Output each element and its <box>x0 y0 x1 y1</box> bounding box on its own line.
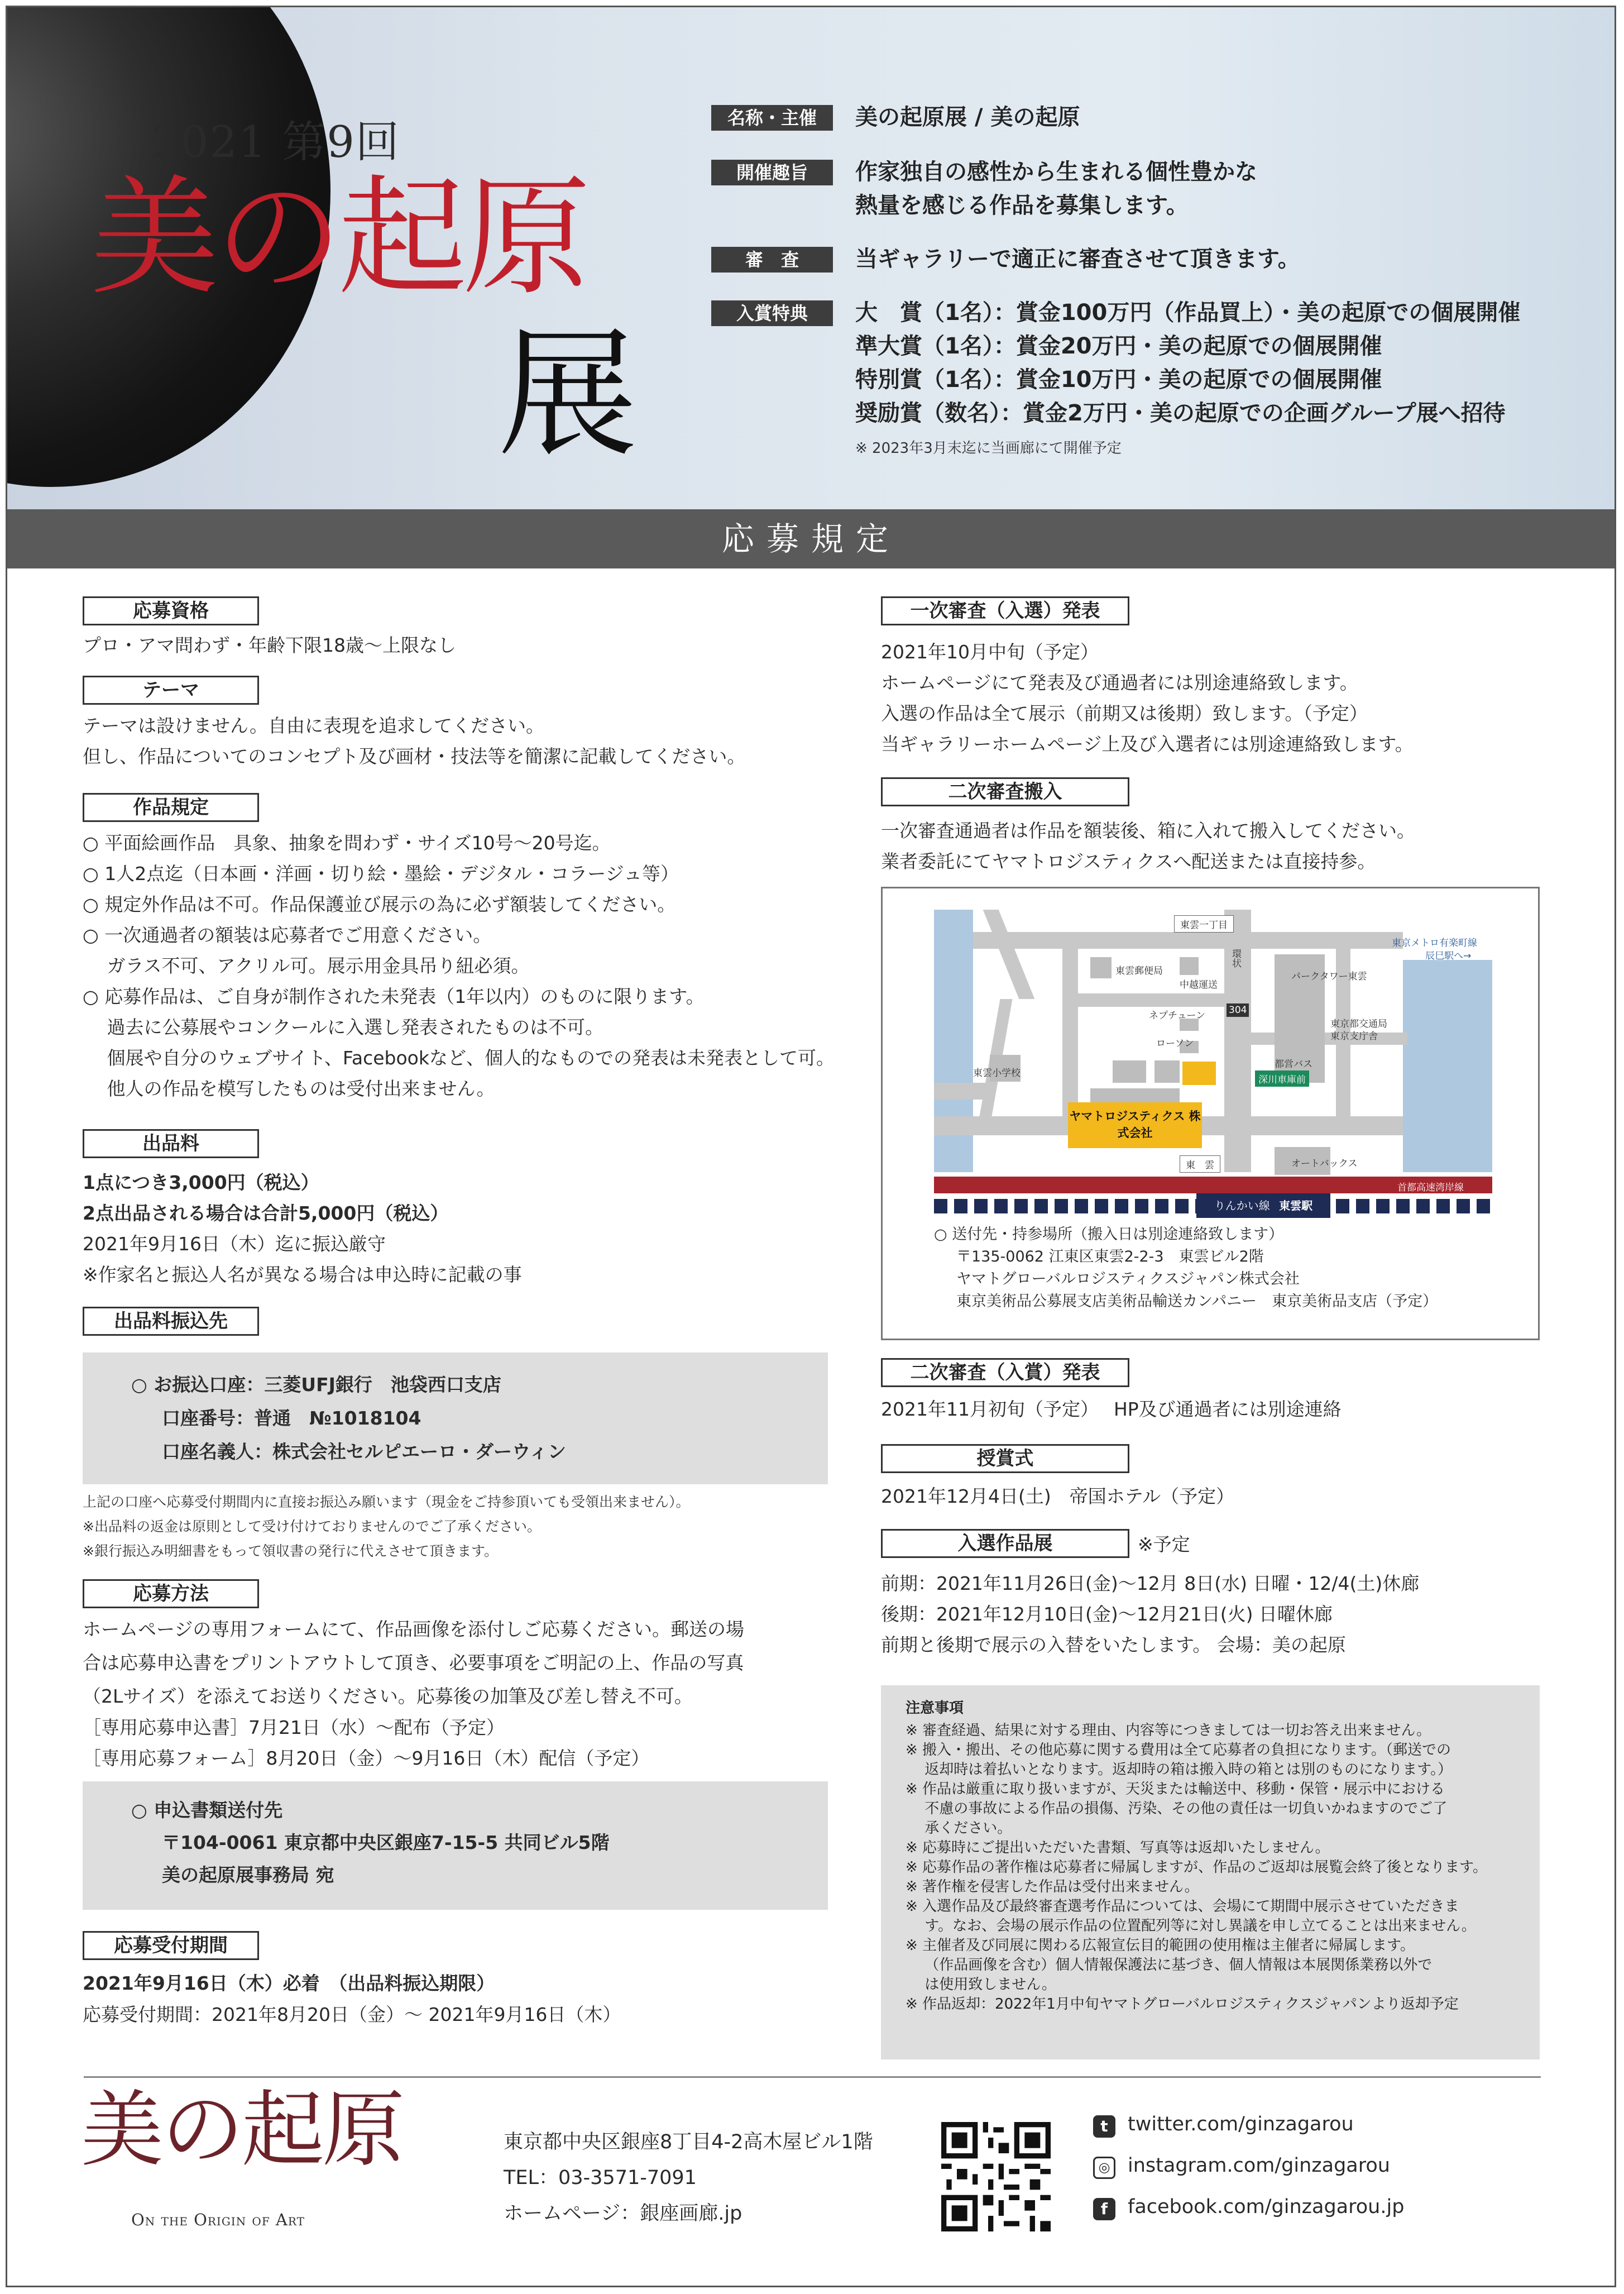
method-line: ホームページの専用フォームにて、作品画像を添付しご応募ください。郵送の場 <box>83 1618 745 1640</box>
footer-homepage[interactable]: ホームページ：銀座画廊.jp <box>504 2202 742 2225</box>
award-note: ※ 2023年3月末迄に当画廊にて開催予定 <box>855 440 1122 457</box>
info-name-text: 美の起原展 / 美の起原 <box>855 104 1080 130</box>
map-label: 東雲小学校 <box>973 1068 1021 1079</box>
station-box <box>1196 1193 1330 1218</box>
tag-work-rules: 作品規定 <box>83 793 259 822</box>
note-line: は使用致しません。 <box>906 1976 1056 1993</box>
ceremony-text: 2021年12月4日(土) 帝国ホテル（予定） <box>881 1485 1235 1507</box>
award-encouragement: 奨励賞（数名）：賞金2万円・美の起原での企画グループ展へ招待 <box>855 400 1506 426</box>
road <box>973 932 1403 949</box>
yamato-logo-icon <box>1182 1062 1216 1085</box>
facebook-link[interactable]: facebook.com/ginzagarou.jp <box>1128 2196 1405 2218</box>
map-label: 東 雲 <box>1180 1155 1220 1173</box>
info-judging-text: 当ギャラリーで適正に審査させて頂きます。 <box>855 246 1300 272</box>
method-form-online: ［専用応募フォーム］8月20日（金）〜9月16日（木）配信（予定） <box>83 1747 650 1769</box>
rule-line: ○ 規定外作品は不可。作品保護並び展示の為に必ず額装してください。 <box>83 893 676 915</box>
tag-application-method: 応募方法 <box>83 1579 259 1608</box>
map-label: ローソン <box>1156 1038 1194 1049</box>
map-label: オートバックス <box>1291 1158 1358 1169</box>
header-banner <box>7 7 1616 509</box>
exhibition-first-term: 前期：2021年11月26日(金)〜12月 8日(水) 日曜・12/4(土)休廊 <box>881 1573 1420 1594</box>
qr-code-icon[interactable] <box>941 2122 1051 2231</box>
note-line: ※ 応募時にご提出いただいた書類、写真等は返却いたしません。 <box>906 1839 1330 1856</box>
building <box>1154 1060 1180 1083</box>
exhibition-venue: 前期と後期で展示の入替をいたします。 会場：美の起原 <box>881 1634 1346 1656</box>
tag-entry-fee: 出品料 <box>83 1129 259 1158</box>
method-line: 合は応募申込書をプリントアウトして頂き、必要事項をご明記の上、作品の写真 <box>83 1652 744 1674</box>
mailing-label: ○ 申込書類送付先 <box>131 1799 283 1821</box>
rule-line: 他人の作品を模写したものは受付出来ません。 <box>83 1078 495 1100</box>
bank-note: ※出品料の返金は原則として受け付けておりませんのでご了承ください。 <box>83 1518 541 1535</box>
rule-line: ○ 1人2点迄（日本画・洋画・切り絵・墨絵・デジタル・コラージュ等） <box>83 863 679 885</box>
tag-bank-transfer: 出品料振込先 <box>83 1307 259 1336</box>
note-line: ※ 作品返却：2022年1月中旬ヤマトグローバルロジスティクスジャパンより返却予定 <box>906 1996 1459 2013</box>
note-line: 承ください。 <box>906 1820 1012 1837</box>
fee-deadline: 2021年9月16日（木）迄に振込厳守 <box>83 1233 386 1255</box>
rule-line: ○ 一次通過者の額装は応募者でご用意ください。 <box>83 924 492 946</box>
period-deadline: 2021年9月16日（木）必着 （出品料振込期限） <box>83 1972 495 1994</box>
tag-exhibition: 入選作品展 <box>881 1529 1129 1558</box>
note-line: ※ 応募作品の著作権は応募者に帰属しますが、作品のご返却は展覧会終了後となります。 <box>906 1859 1487 1876</box>
tag-eligibility: 応募資格 <box>83 596 259 625</box>
map-label: 深川車庫前 <box>1255 1070 1309 1087</box>
fee-line-2: 2点出品される場合は合計5,000円（税込） <box>83 1202 449 1224</box>
footer-divider <box>84 2076 1541 2078</box>
twitter-link[interactable]: twitter.com/ginzagarou <box>1128 2113 1354 2135</box>
method-form-distribution: ［専用応募申込書］7月21日（水）〜配布（予定） <box>83 1717 505 1738</box>
footer-tel: TEL：03-3571-7091 <box>504 2167 697 2189</box>
note-line: す。なお、会場の展示作品の位置配列等に対し異議を申し立てることは出来ません。 <box>906 1918 1476 1934</box>
rule-line: 個展や自分のウェブサイト、Facebookなど、個人的なものでの発表は未発表として可。 <box>83 1047 835 1069</box>
tag-first-review: 一次審査（入選）発表 <box>881 596 1129 625</box>
delivery-address-line: 東京美術品公募展支店美術品輸送カンパニー 東京美術品支店（予定） <box>956 1293 1438 1310</box>
fee-note: ※作家名と振込人名が異なる場合は申込時に記載の事 <box>83 1264 522 1285</box>
tag-second-review: 二次審査（入賞）発表 <box>881 1358 1129 1387</box>
first-review-line: 2021年10月中旬（予定） <box>881 641 1099 663</box>
road <box>1076 993 1233 1007</box>
tag-entry-period: 応募受付期間 <box>83 1931 259 1960</box>
delivery-address-line: 〒135-0062 江東区東雲2-2-3 東雲ビル2階 <box>956 1248 1264 1265</box>
map-label: 東雲一丁目 <box>1174 915 1234 933</box>
map-label: ネプチューン <box>1149 1010 1206 1021</box>
map-label: 中越運送 <box>1180 979 1218 991</box>
rule-line: ○ 応募作品は、ご自身が制作された未発表（1年以内）のものに限ります。 <box>83 986 705 1007</box>
access-map <box>934 910 1492 1220</box>
facebook-icon[interactable]: f <box>1093 2198 1115 2220</box>
info-tag-judging: 審 査 <box>711 247 833 273</box>
info-tag-purpose: 開催趣旨 <box>711 160 833 185</box>
bank-note: 上記の口座へ応募受付期間内に直接お振込み願います（現金をご持参頂いても受領出来ません）。 <box>83 1494 690 1510</box>
map-label: 東京都交通局 <box>1330 1019 1387 1030</box>
first-review-line: 当ギャラリーホームページ上及び入選者には別途連絡致します。 <box>881 733 1414 755</box>
exhibition-suffix: ※予定 <box>1138 1533 1190 1555</box>
footer-logo: 美の起原 <box>81 2082 403 2178</box>
section-band-title: 応募規定 <box>7 509 1616 568</box>
notes-box <box>881 1685 1540 2059</box>
bay-water <box>1403 960 1492 1172</box>
building <box>1090 957 1112 978</box>
award-second: 準大賞（1名）：賞金20万円・美の起原での個展開催 <box>855 333 1382 359</box>
yamato-building: ヤマトロジスティクス 株式会社 <box>1068 1102 1202 1148</box>
bank-branch: ○ お振込口座：三菱UFJ銀行 池袋西口支店 <box>131 1374 501 1395</box>
note-line: ※ 搬入・搬出、その他応募に関する費用は全て応募者の負担になります。（郵送での <box>906 1742 1451 1758</box>
map-label: 東京メトロ有楽町線 <box>1392 938 1477 949</box>
map-label: 環状 <box>1230 949 1241 968</box>
delivery-line: 一次審査通過者は作品を額装後、箱に入れて搬入してください。 <box>881 820 1415 842</box>
first-review-line: 入選の作品は全て展示（前期又は後期）致します。（予定） <box>881 702 1368 724</box>
award-special: 特別賞（1名）：賞金10万円・美の起原での個展開催 <box>855 367 1382 393</box>
twitter-icon[interactable]: t <box>1093 2115 1115 2138</box>
instagram-link[interactable]: instagram.com/ginzagarou <box>1128 2154 1390 2177</box>
bank-account-number: 口座番号：普通 №1018104 <box>162 1407 421 1429</box>
road <box>934 1083 987 1100</box>
building <box>1180 957 1199 975</box>
eligibility-text: プロ・アマ問わず・年齢下限18歳〜上限なし <box>83 634 456 656</box>
station-line-label: りんかい線 <box>1214 1199 1270 1212</box>
road <box>1062 949 1078 1116</box>
fee-line-1: 1点につき3,000円（税込） <box>83 1172 319 1193</box>
method-line: （2Lサイズ）を添えてお送りください。応募後の加筆及び差し替え不可。 <box>83 1685 693 1707</box>
delivery-address-line: ○ 送付先・持参場所（搬入日は別途連絡致します） <box>934 1226 1284 1243</box>
notes-title: 注意事項 <box>906 1700 964 1717</box>
theme-line-1: テーマは設けません。自由に表現を追求してください。 <box>83 715 544 737</box>
rule-line: ガラス不可、アクリル可。展示用金具吊り紐必須。 <box>83 955 530 977</box>
delivery-line: 業者委託にてヤマトロジスティクスへ配送または直接持参。 <box>881 850 1376 872</box>
exhibition-title-suffix: 展 <box>498 313 638 476</box>
edition-label: 2021 第9回 <box>152 117 400 168</box>
building <box>1113 1060 1146 1083</box>
info-purpose-line-1: 作家独自の感性から生まれる個性豊かな <box>855 159 1257 185</box>
rule-line: ○ 平面絵画作品 具象、抽象を問わず・サイズ10号〜20号迄。 <box>83 832 611 854</box>
note-line: ※ 作品は厳重に取り扱いますが、天災または輸送中、移動・保管・展示中における <box>906 1781 1445 1798</box>
map-label: 都営バス <box>1275 1059 1312 1070</box>
delivery-address-line: ヤマトグローバルロジスティクスジャパン株式会社 <box>956 1270 1300 1288</box>
tag-theme: テーマ <box>83 676 259 705</box>
exhibition-second-term: 後期：2021年12月10日(金)〜12月21日(火) 日曜休廊 <box>881 1603 1333 1625</box>
footer-logo-subtitle: On the Origin of Art <box>131 2210 305 2229</box>
info-purpose-line-2: 熱量を感じる作品を募集します。 <box>855 193 1189 218</box>
note-line: ※ 主催者及び同展に関わる広報宣伝目的範囲の使用権は主催者に帰属します。 <box>906 1937 1415 1954</box>
rule-line: 過去に公募展やコンクールに入選し発表されたものは不可。 <box>83 1016 604 1038</box>
note-line: 不慮の事故による作品の損傷、汚染、その他の責任は一切負いかねますのでご了 <box>906 1800 1448 1817</box>
mailing-recipient: 美の起原展事務局 宛 <box>162 1864 334 1886</box>
note-line: 返却時は着払いとなります。返却時の箱は搬入時の箱とは別のものになります。） <box>906 1761 1453 1778</box>
note-line: （作品画像を含む）個人情報保護法に基づき、個人情報は本展関係業務以外で <box>906 1957 1433 1973</box>
first-review-line: ホームページにて発表及び通過者には別途連絡致します。 <box>881 672 1358 694</box>
note-line: ※ 著作権を侵害した作品は受付出来ません。 <box>906 1879 1199 1895</box>
period-range: 応募受付期間：2021年8月20日（金）〜 2021年9月16日（木） <box>83 2004 621 2025</box>
station-name: 東雲駅 <box>1279 1199 1313 1212</box>
theme-line-2: 但し、作品についてのコンセプト及び画材・技法等を簡潔に記載してください。 <box>83 745 746 767</box>
mailing-address: 〒104-0061 東京都中央区銀座7-15-5 共同ビル5階 <box>162 1832 610 1853</box>
map-label: 304 <box>1227 1003 1249 1017</box>
second-review-text: 2021年11月初旬（予定） HP及び通過者には別途連絡 <box>881 1398 1342 1420</box>
note-line: ※ 審査経過、結果に対する理由、内容等につきましては一切お答え出来ません。 <box>906 1722 1431 1739</box>
map-label: 辰巳駅へ→ <box>1425 950 1472 962</box>
tag-ceremony: 授賞式 <box>881 1444 1129 1473</box>
bank-note: ※銀行振込み明細書をもって領収書の発行に代えさせて頂きます。 <box>83 1543 498 1559</box>
exhibition-title: 美の起原 <box>90 164 587 313</box>
map-label: 東雲郵便局 <box>1115 966 1163 977</box>
map-box <box>881 887 1540 1340</box>
info-tag-awards: 入賞特典 <box>711 300 833 326</box>
map-label: パークタワー東雲 <box>1291 971 1367 982</box>
tag-second-delivery: 二次審査搬入 <box>881 777 1129 806</box>
footer-address: 東京都中央区銀座8丁目4-2高木屋ビル1階 <box>504 2131 873 2153</box>
info-tag-name: 名称・主催 <box>711 105 833 131</box>
instagram-icon[interactable]: ◎ <box>1093 2157 1115 2179</box>
road <box>983 910 1035 999</box>
note-line: ※ 入選作品及び最終審査選考作品については、会場にて期間中展示させていただきま <box>906 1898 1459 1915</box>
map-label: 首都高速湾岸線 <box>1397 1182 1464 1193</box>
bank-account-holder: 口座名義人：株式会社セルピエーロ・ダーウィン <box>162 1441 567 1463</box>
award-grand: 大 賞（1名）：賞金100万円（作品買上）・美の起原での個展開催 <box>855 300 1521 326</box>
map-label: 東京支庁舎 <box>1330 1031 1378 1042</box>
